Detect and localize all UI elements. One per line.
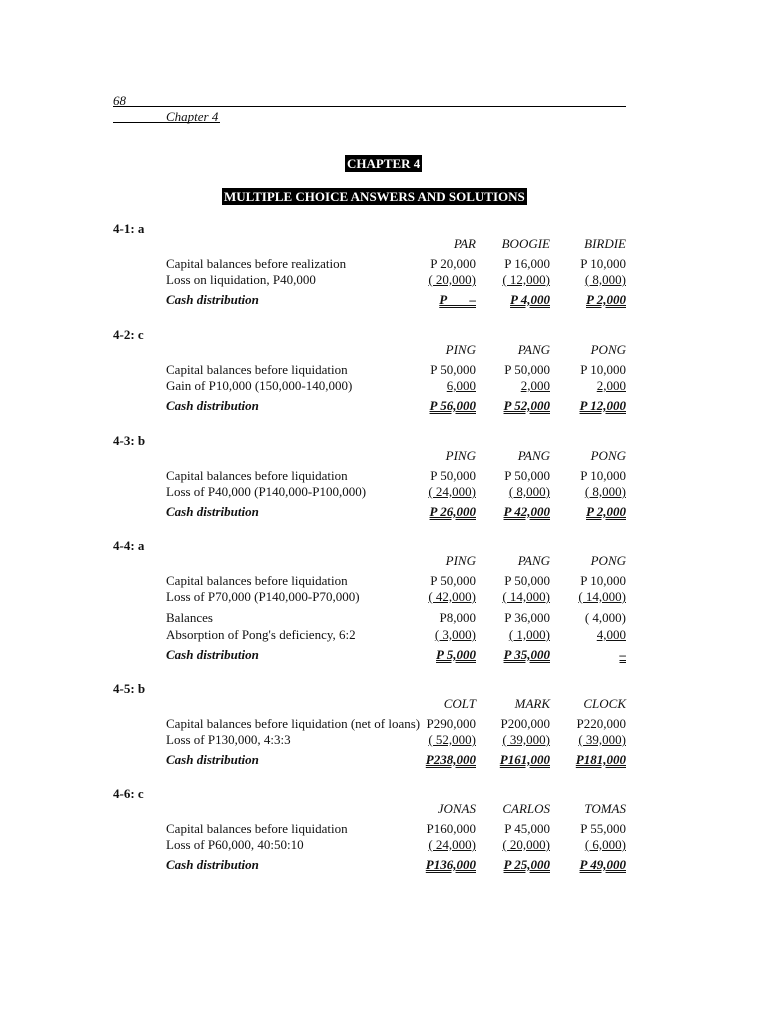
column-header: PONG <box>590 553 626 568</box>
cell-value: P238,000 <box>425 752 476 767</box>
row-label: Loss of P130,000, 4:3:3 <box>166 732 291 747</box>
column-header: BOOGIE <box>501 236 550 251</box>
cell-value: P 10,000 <box>580 256 626 271</box>
table-row <box>0 484 768 500</box>
column-header: PANG <box>517 342 550 357</box>
cell-value: ( 6,000) <box>584 837 626 852</box>
column-headers <box>0 342 768 358</box>
table-row <box>0 573 768 589</box>
total-row <box>0 398 768 414</box>
table-row <box>0 272 768 288</box>
cell-value: P 2,000 <box>586 504 626 519</box>
total-row <box>0 752 768 768</box>
cell-value: P220,000 <box>576 716 626 731</box>
cell-value: ( 39,000) <box>578 732 626 747</box>
cell-value: P136,000 <box>425 857 476 872</box>
cell-value: P 50,000 <box>504 573 550 588</box>
cell-value: ( 3,000) <box>434 627 476 642</box>
problem-4-1 <box>0 221 768 321</box>
column-headers <box>0 553 768 569</box>
column-header: MARK <box>514 696 550 711</box>
cell-value: P 35,000 <box>503 647 550 662</box>
problem-number: 4-3: b <box>113 433 146 448</box>
cell-value: P 4,000 <box>510 292 550 307</box>
column-header: PANG <box>517 553 550 568</box>
cell-value: 2,000 <box>520 378 550 393</box>
row-label: Capital balances before liquidation <box>166 821 348 836</box>
cell-value: ( 14,000) <box>578 589 626 604</box>
cell-value: ( 42,000) <box>428 589 476 604</box>
row-label: Cash distribution <box>166 292 259 307</box>
cell-value: ( 39,000) <box>502 732 550 747</box>
cell-value: 6,000 <box>446 378 476 393</box>
total-row <box>0 504 768 520</box>
column-header: PAR <box>453 236 476 251</box>
cell-value: P161,000 <box>499 752 550 767</box>
column-header: CLOCK <box>583 696 626 711</box>
column-header: JONAS <box>437 801 476 816</box>
column-headers <box>0 801 768 817</box>
column-headers <box>0 236 768 252</box>
row-label: Cash distribution <box>166 857 259 872</box>
row-label: Loss on liquidation, P40,000 <box>166 272 316 287</box>
cell-value: ( 14,000) <box>502 589 550 604</box>
cell-value: ( 1,000) <box>508 627 550 642</box>
cell-value: ( 20,000) <box>428 272 476 287</box>
cell-value: P 45,000 <box>504 821 550 836</box>
cell-value: P 42,000 <box>503 504 550 519</box>
row-label: Capital balances before liquidation <box>166 468 348 483</box>
column-header: PANG <box>517 448 550 463</box>
cell-value: P 50,000 <box>430 573 476 588</box>
table-row <box>0 732 768 748</box>
cell-value: ( 12,000) <box>502 272 550 287</box>
cell-value: P 16,000 <box>504 256 550 271</box>
cell-value: ( 8,000) <box>584 272 626 287</box>
row-label: Loss of P40,000 (P140,000-P100,000) <box>166 484 367 499</box>
row-label: Capital balances before liquidation <box>166 362 348 377</box>
cell-value: P 36,000 <box>504 610 550 625</box>
column-header: COLT <box>443 696 476 711</box>
column-header: PONG <box>590 448 626 463</box>
column-header: TOMAS <box>584 801 626 816</box>
table-row <box>0 256 768 272</box>
cell-value: ( 52,000) <box>428 732 476 747</box>
problem-4-3 <box>0 433 768 533</box>
table-row <box>0 821 768 837</box>
column-header: PING <box>445 342 476 357</box>
problem-number: 4-5: b <box>113 681 146 696</box>
cell-value: P200,000 <box>500 716 550 731</box>
cell-value: – <box>619 647 626 662</box>
table-row <box>0 610 768 626</box>
cell-value: P 10,000 <box>580 362 626 377</box>
cell-value: 2,000 <box>596 378 626 393</box>
problem-4-6 <box>0 786 768 886</box>
row-label: Loss of P70,000 (P140,000-P70,000) <box>166 589 360 604</box>
row-label: Cash distribution <box>166 398 259 413</box>
column-headers <box>0 696 768 712</box>
cell-value: P 50,000 <box>504 362 550 377</box>
problem-4-5 <box>0 681 768 781</box>
column-header: BIRDIE <box>584 236 626 251</box>
cell-value: P 55,000 <box>580 821 626 836</box>
total-row <box>0 647 768 663</box>
row-label: Cash distribution <box>166 504 259 519</box>
cell-value: P 50,000 <box>504 468 550 483</box>
column-header: PONG <box>590 342 626 357</box>
row-label: Capital balances before liquidation <box>166 573 348 588</box>
cell-value: P 10,000 <box>580 468 626 483</box>
cell-value: P 10,000 <box>580 573 626 588</box>
table-row <box>0 837 768 853</box>
cell-value: ( 24,000) <box>428 837 476 852</box>
total-row <box>0 857 768 873</box>
column-header: CARLOS <box>502 801 550 816</box>
table-row <box>0 589 768 605</box>
problem-4-2 <box>0 327 768 427</box>
running-header: Chapter 4 <box>166 109 219 124</box>
row-label: Capital balances before realization <box>166 256 347 271</box>
row-label: Absorption of Pong's deficiency, 6:2 <box>166 627 356 642</box>
cell-value: ( 8,000) <box>508 484 550 499</box>
cell-value: P 49,000 <box>579 857 626 872</box>
row-label: Cash distribution <box>166 647 259 662</box>
column-header: PING <box>445 553 476 568</box>
table-row <box>0 627 768 643</box>
row-label: Gain of P10,000 (150,000-140,000) <box>166 378 353 393</box>
column-headers <box>0 448 768 464</box>
cell-value: P 50,000 <box>430 468 476 483</box>
cell-value: ( 8,000) <box>584 484 626 499</box>
problem-number: 4-6: c <box>113 786 144 801</box>
cell-value: P 20,000 <box>430 256 476 271</box>
cell-value: P8,000 <box>439 610 476 625</box>
row-label: Capital balances before liquidation (net of loans) <box>166 716 421 731</box>
problem-number: 4-2: c <box>113 327 144 342</box>
cell-value: P160,000 <box>426 821 476 836</box>
chapter-title: CHAPTER 4 <box>347 156 421 171</box>
page-number: 68 <box>113 93 126 108</box>
cell-value: P 2,000 <box>586 292 626 307</box>
problem-number: 4-1: a <box>113 221 145 236</box>
cell-value: P _ _ – <box>439 292 476 307</box>
cell-value: ( 4,000) <box>584 610 626 625</box>
row-label: Cash distribution <box>166 752 259 767</box>
cell-value: P 12,000 <box>579 398 626 413</box>
table-row <box>0 362 768 378</box>
cell-value: ( 20,000) <box>502 837 550 852</box>
problem-number: 4-4: a <box>113 538 145 553</box>
total-row <box>0 292 768 308</box>
cell-value: P 26,000 <box>429 504 476 519</box>
section-title: MULTIPLE CHOICE ANSWERS AND SOLUTIONS <box>224 189 525 204</box>
cell-value: 4,000 <box>596 627 626 642</box>
table-row <box>0 716 768 732</box>
cell-value: P290,000 <box>426 716 476 731</box>
table-row <box>0 468 768 484</box>
header-rule <box>113 106 626 107</box>
cell-value: P181,000 <box>575 752 626 767</box>
column-header: PING <box>445 448 476 463</box>
cell-value: ( 24,000) <box>428 484 476 499</box>
cell-value: P 50,000 <box>430 362 476 377</box>
cell-value: P 56,000 <box>429 398 476 413</box>
cell-value: P 5,000 <box>436 647 476 662</box>
problem-4-4 <box>0 538 768 678</box>
row-label: Loss of P60,000, 40:50:10 <box>166 837 304 852</box>
table-row <box>0 378 768 394</box>
row-label: Balances <box>166 610 213 625</box>
cell-value: P 52,000 <box>503 398 550 413</box>
cell-value: P 25,000 <box>503 857 550 872</box>
